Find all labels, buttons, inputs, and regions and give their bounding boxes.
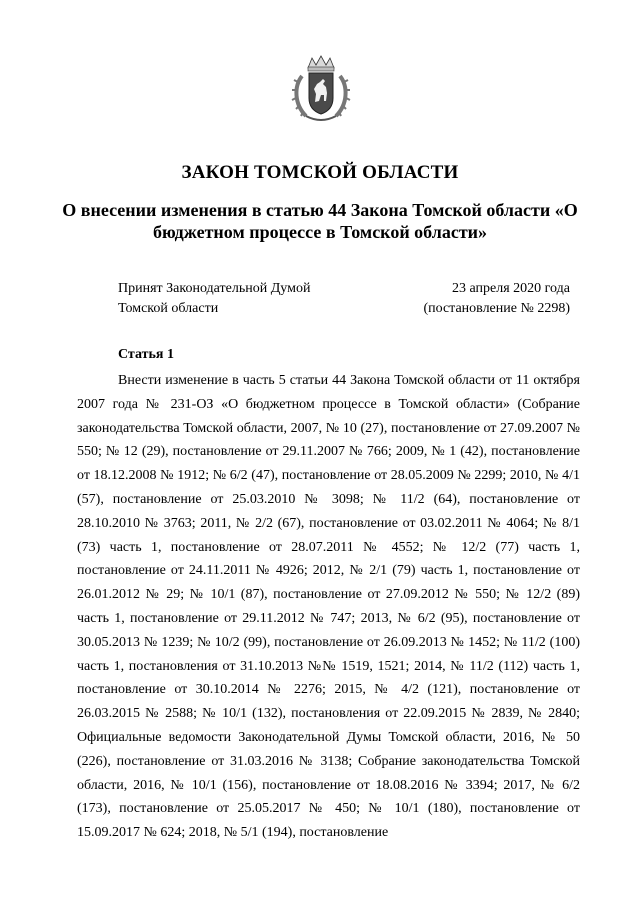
article-heading: Статья 1: [118, 347, 174, 362]
tomsk-coat-of-arms-icon: [290, 54, 352, 124]
adoption-date: [423, 279, 570, 319]
adopted-line-1: Принят Законодательной Думой: [118, 281, 311, 296]
document-subtitle: О внесении изменения в статью 44 Закона Томской области «О бюджетном процессе в Томской области»: [62, 200, 578, 242]
adopted-line-2: Томской области: [118, 301, 219, 316]
article-text: Внести изменение в часть 5 статьи 44 Закона Томской области от 11 октября 2007 года № 231-ОЗ «О бюджетном процессе в Томской области» (Собрание законодательства Томской области, 2007, № 10 (27), постановление от 27.09.2007 № 550; № 12 (29), постановление от 29.11.2007 № 766; 2009, № 1 (42), постановление от 18.12.2008 № 1912; № 6/2 (47), постановление от 28.05.2009 № 2299; 2010, № 4/1 (57), постановление от 25.03.2010 № 3098; № 11/2 (64), постановление от 28.10.2010 № 3763; 2011, № 2/2 (67), постановление от 03.02.2011 № 4064; № 8/1 (73) часть 1, постановление от 28.07.2011 № 4552; № 12/2 (77) часть 1, постановление от 24.11.2011 № 4926; 2012, № 2/1 (79) часть 1, постановление от 26.01.2012 № 29; № 10/1 (87), постановление от 27.09.2012 № 550; № 12/2 (89) часть 1, постановление от 29.11.2012 № 747; 2013, № 6/2 (95), постановление от 30.05.2013 № 1239; № 10/2 (99), постановление от 26.09.2013 № 1452; № 11/2 (100) часть 1, постановления от 31.10.2013 №№ 1519, 1521; 2014, № 11/2 (112) часть 1, постановление от 30.10.2014 № 2276; 2015, № 4/2 (121), постановление от 26.03.2015 № 2588; № 10/1 (132), постановления от 22.09.2015 № 2839, № 2840; Официальные ведомости Законодательной Думы Томской области, 2016, № 50 (226), постановление от 31.03.2016 № 3138; Собрание законодательства Томской области, 2016, № 10/1 (156), постановление от 18.08.2016 № 3394; 2017, № 6/2 (173), постановление от 25.05.2017 № 450; № 10/1 (180), постановление от 15.09.2017 № 624; 2018, № 5/1 (194), постановление: [77, 373, 580, 841]
date-line-2: (постановление № 2298): [423, 301, 570, 316]
adopted-by: [118, 279, 310, 319]
date-line-1: 23 апреля 2020 года: [452, 281, 570, 296]
document-title: ЗАКОН ТОМСКОЙ ОБЛАСТИ: [181, 162, 459, 183]
